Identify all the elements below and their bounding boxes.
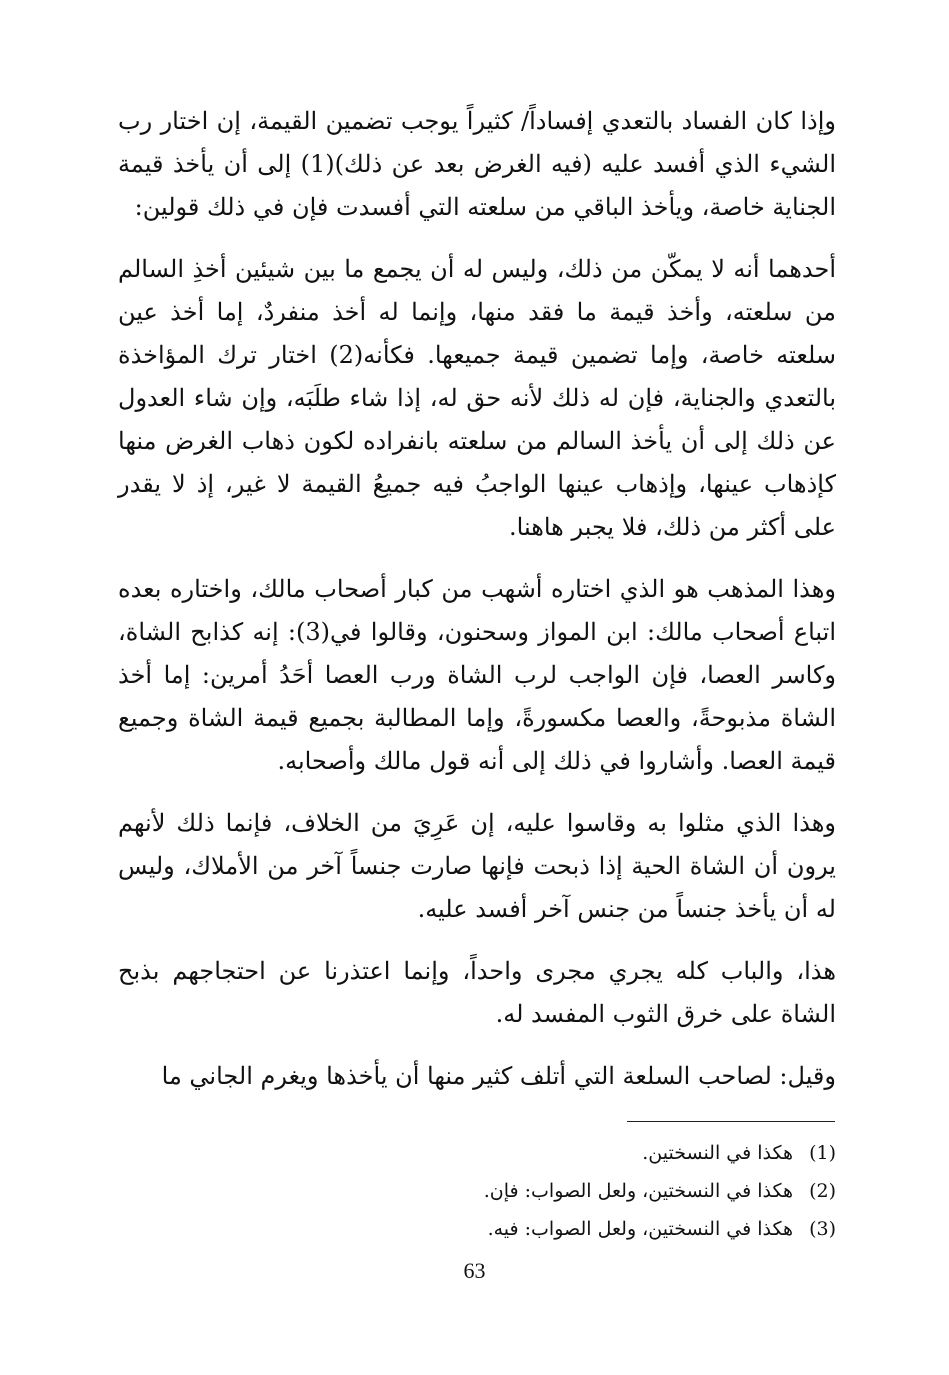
paragraph: وإذا كان الفساد بالتعدي إفساداً/ كثيراً يوجب تضمين القيمة، إن اختار رب الشيء الذي أفسد عليه (فيه الغرض بعد عن ذلك)(1) إلى أن يأخذ قيمة الجناية خاصة، ويأخذ الباقي من سلعته التي أفسدت فإن في ذلك قولين: — [118, 107, 836, 221]
main-text — [118, 100, 836, 1117]
footnote-number: (1) — [809, 1142, 836, 1164]
footnote — [118, 1210, 836, 1248]
footnote-number: (3) — [809, 1218, 836, 1240]
paragraph: هذا، والباب كله يجري مجرى واحداً، وإنما اعتذرنا عن احتجاجهم بذبح الشاة على خرق الثوب المفسد له. — [118, 957, 836, 1028]
paragraph: وهذا المذهب هو الذي اختاره أشهب من كبار أصحاب مالك، واختاره بعده اتباع أصحاب مالك: ابن المواز وسحنون، وقالوا في(3): إنه كذابح الشاة، وكاسر العصا، فإن الواجب لرب الشاة ورب العصا أحَدُ أمرين: إما أخذ الشاة مذبوحةً، والعصا مكسورةً، وإما المطالبة بجميع قيمة الشاة وجميع قيمة العصا. وأشاروا في ذلك إلى أنه قول مالك وأصحابه. — [118, 575, 837, 775]
footnote-text: هكذا في النسختين. — [642, 1142, 794, 1164]
footnote — [118, 1172, 836, 1210]
footnote-text: هكذا في النسختين، ولعل الصواب: فإن. — [483, 1180, 794, 1202]
footnote-text: هكذا في النسختين، ولعل الصواب: فيه. — [487, 1218, 794, 1240]
paragraph: وقيل: لصاحب السلعة التي أتلف كثير منها أن يأخذها ويغرم الجاني ما — [161, 1062, 836, 1090]
page-number: 63 — [463, 1258, 486, 1283]
footnote-separator — [627, 1121, 835, 1122]
footnote — [118, 1134, 836, 1172]
paragraph: أحدهما أنه لا يمكّن من ذلك، وليس له أن يجمع ما بين شيئين أخذِ السالم من سلعته، وأخذ قيمة ما فقد منها، وإنما له أخذ منفردٌ، إما أخذ عين سلعته خاصة، وإما تضمين قيمة جميعها. فكأنه(2) اختار ترك المؤاخذة بالتعدي والجناية، فإن له ذلك لأنه حق له، إذا شاء طلَبَه، وإن شاء العدول عن ذلك إلى أن يأخذ السالم من سلعته بانفراده لكون ذهاب الغرض منها كإذهاب عينها، وإذهاب عينها الواجبُ فيه جميعُ القيمة لا غير، إذ لا يقدر على أكثر من ذلك، فلا يجبر هاهنا. — [118, 255, 837, 541]
paragraph: وهذا الذي مثلوا به وقاسوا عليه، إن عَرِيَ من الخلاف، فإنما ذلك لأنهم يرون أن الشاة الحية إذا ذبحت فإنها صارت جنساً آخر من الأملاك، وليس له أن يأخذ جنساً من جنس آخر أفسد عليه. — [118, 809, 836, 923]
footnotes — [118, 1134, 836, 1248]
footnote-number: (2) — [809, 1180, 836, 1202]
